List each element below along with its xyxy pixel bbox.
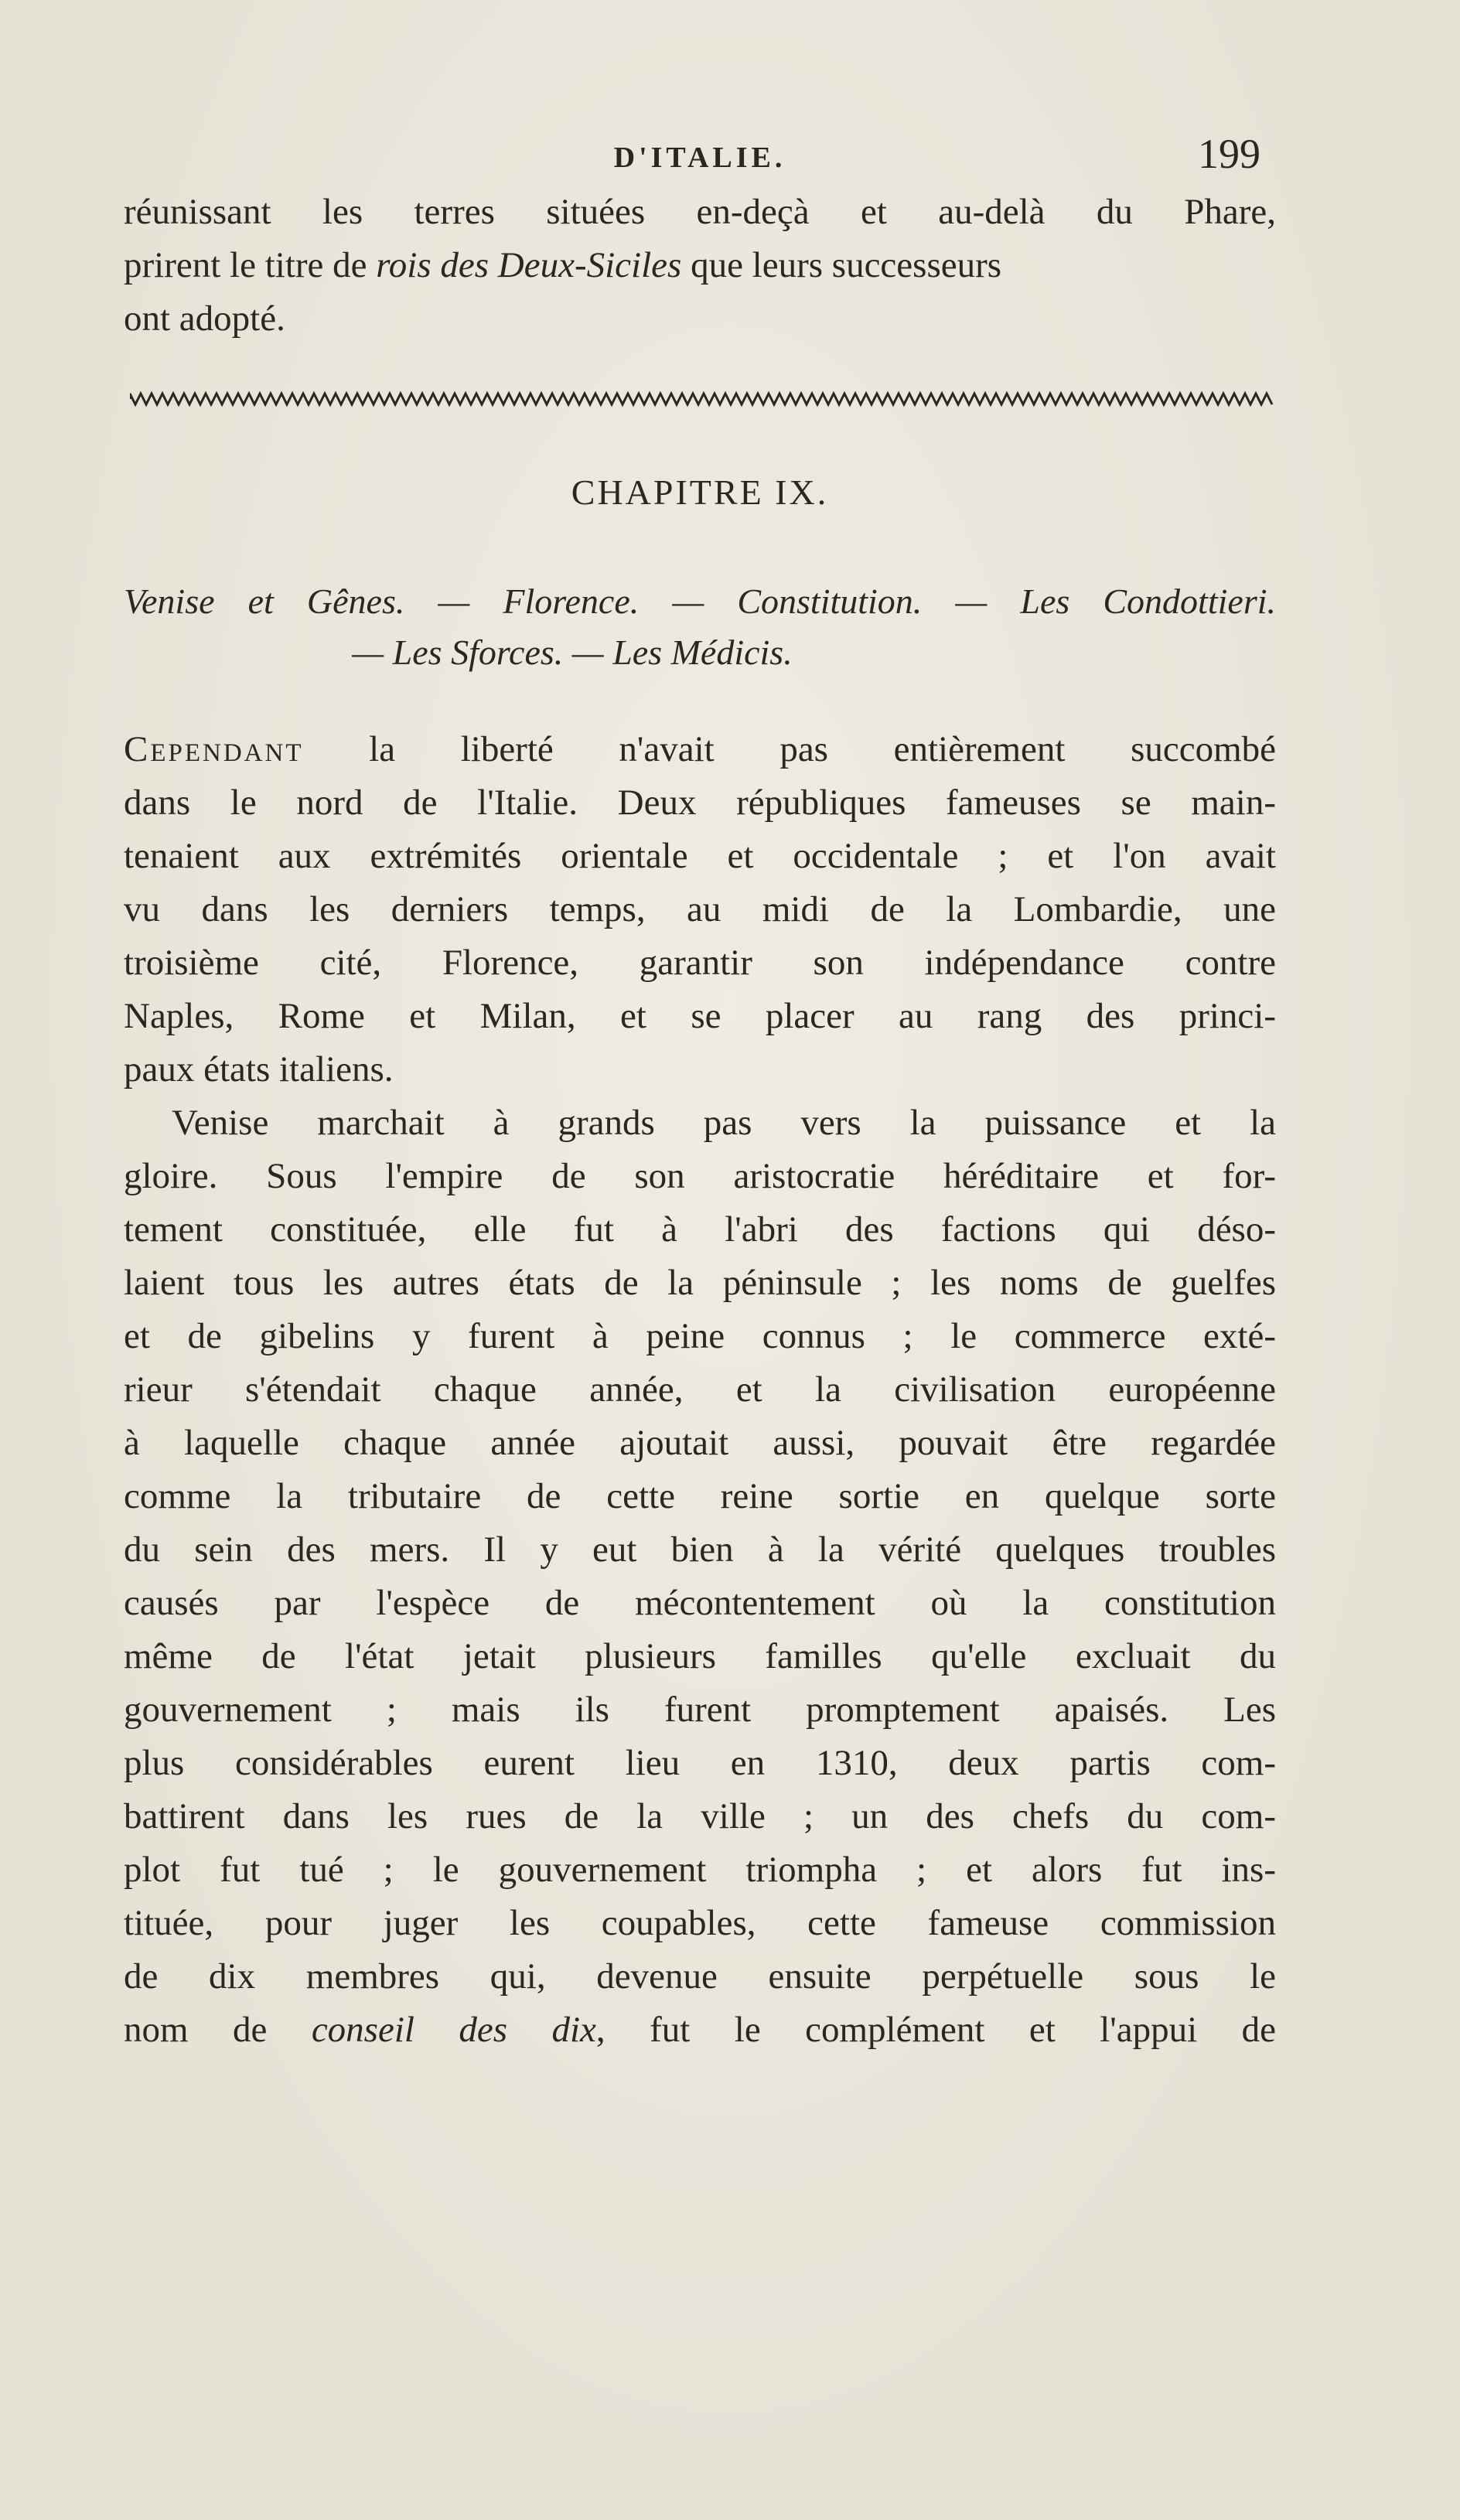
text-line: Cependant la liberté n'avait pas entièrement succombé [124,729,1276,769]
continuation-paragraph [124,186,1276,346]
text-line: nom de conseil des dix, fut le complément et l'appui de [124,2010,1276,2050]
page-number: 199 [1198,131,1260,177]
text-line: Naples, Rome et Milan, et se placer au rang des princi- [124,996,1276,1036]
running-title: D'ITALIE. [613,142,786,174]
text-line: réunissant les terres situées en-deçà et au-delà du Phare, [124,192,1276,232]
text-line: battirent dans les rues de la ville ; un des chefs du com- [124,1796,1276,1836]
text-line: plot fut tué ; le gouvernement triompha ; et alors fut ins- [124,1850,1276,1890]
text-line: et de gibelins y furent à peine connus ; le commerce exté- [124,1316,1276,1356]
text-line: ont adopté. [124,298,285,339]
text-line: Venise marchait à grands pas vers la puissance et la [172,1103,1276,1143]
text-line: tenaient aux extrémités orientale et occidentale ; et l'on avait [124,836,1276,876]
text-line: tement constituée, elle fut à l'abri des factions qui déso- [124,1209,1276,1250]
text-line: gouvernement ; mais ils furent promptement apaisés. Les [124,1690,1276,1730]
summary-line: — Les Sforces. — Les Médicis. [352,633,793,672]
text-line: à laquelle chaque année ajoutait aussi, pouvait être regardée [124,1423,1276,1463]
summary-line: Venise et Gênes. — Florence. — Constitution. — Les Condottieri. [124,581,1276,621]
text-line: paux états italiens. [124,1049,394,1089]
drop-word: Cependant [124,729,304,769]
ornamental-rule [130,390,1274,407]
text-line: causés par l'espèce de mécontentement où la constitution [124,1583,1276,1623]
text-line: tituée, pour juger les coupables, cette fameuse commission [124,1903,1276,1943]
body-paragraphs [124,723,1276,2057]
text-line: du sein des mers. Il y eut bien à la vérité quelques troubles [124,1529,1276,1570]
chapter-title: CHAPITRE IX. [571,472,829,512]
text-line: dans le nord de l'Italie. Deux républiques fameuses se main- [124,783,1276,823]
text-line: rieur s'étendait chaque année, et la civilisation européenne [124,1369,1276,1410]
running-head [124,130,1276,184]
chapter-summary [124,576,1276,678]
text-line: même de l'état jetait plusieurs familles qu'elle excluait du [124,1636,1276,1676]
text-line: prirent le titre de rois des Deux-Siciles que leurs successeurs [124,245,1002,285]
text-line: de dix membres qui, devenue ensuite perpétuelle sous le [124,1956,1276,1997]
text-line: vu dans les derniers temps, au midi de la Lombardie, une [124,889,1276,929]
text-line: plus considérables eurent lieu en 1310, deux partis com- [124,1743,1276,1783]
text-line: gloire. Sous l'empire de son aristocratie héréditaire et for- [124,1156,1276,1196]
text-line: comme la tributaire de cette reine sortie en quelque sorte [124,1476,1276,1516]
text-line: troisième cité, Florence, garantir son indépendance contre [124,943,1276,983]
text-line: laient tous les autres états de la péninsule ; les noms de guelfes [124,1263,1276,1303]
